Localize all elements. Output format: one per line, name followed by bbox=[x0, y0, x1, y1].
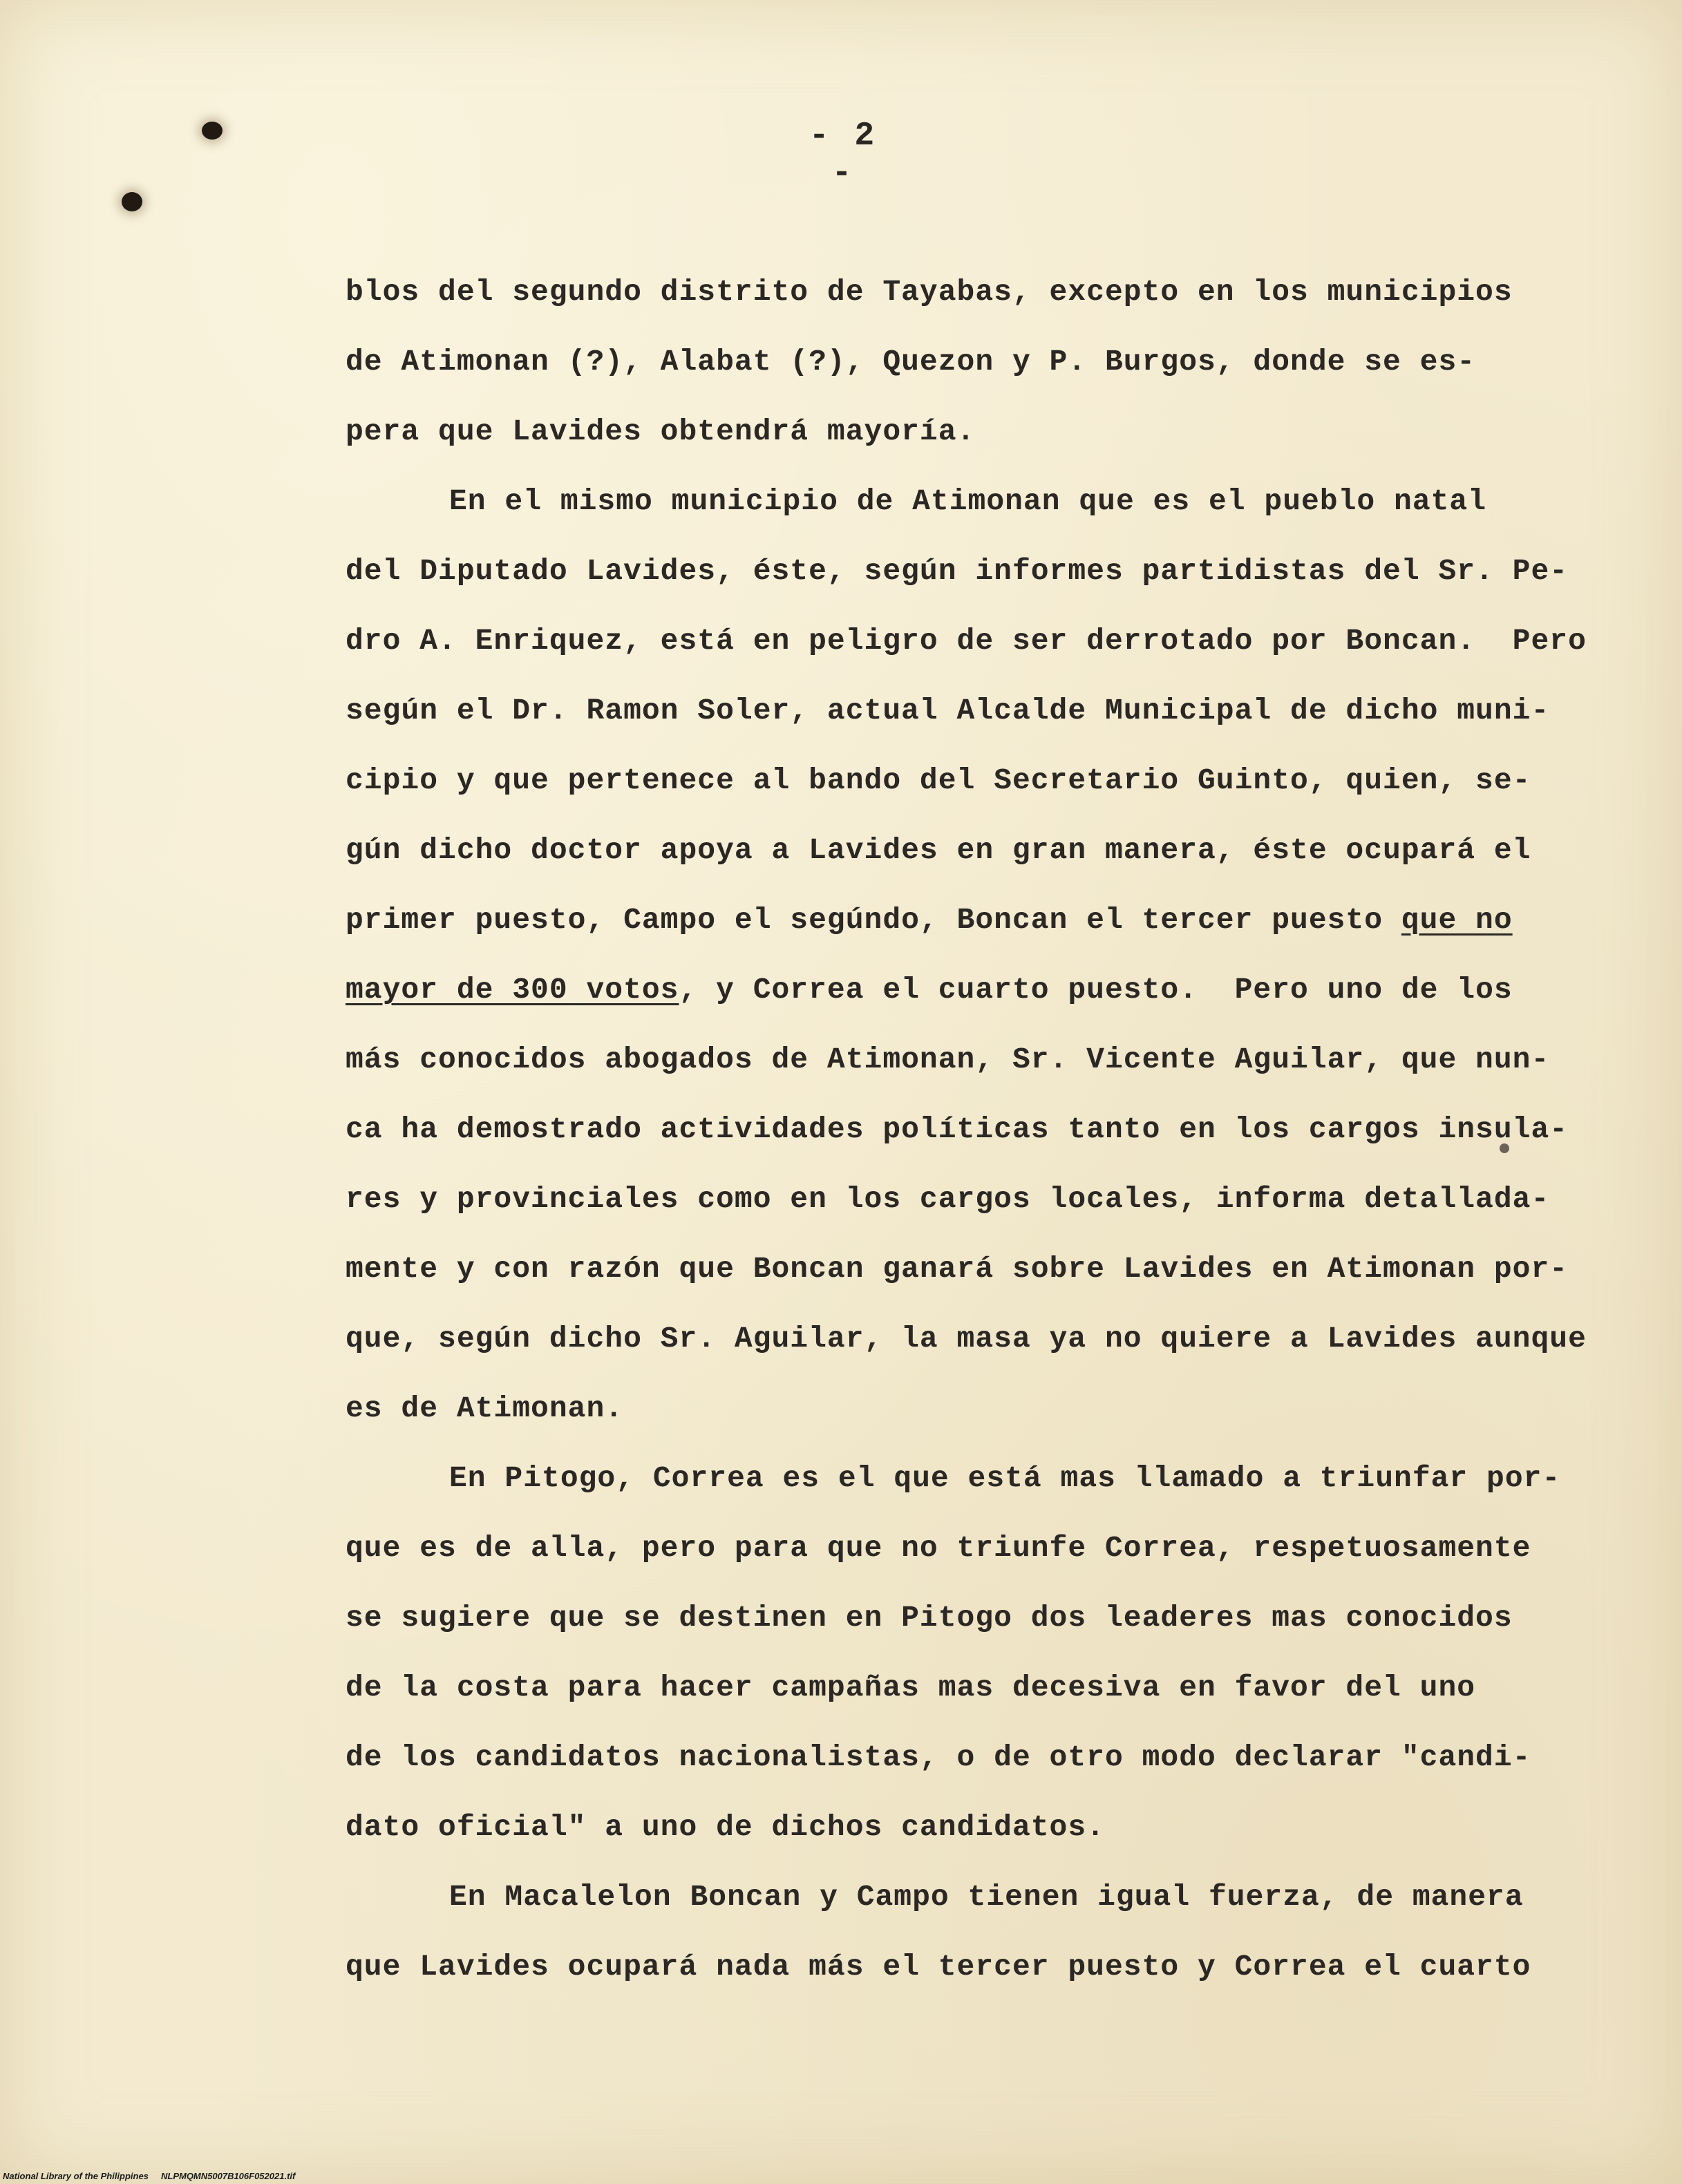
typewritten-body bbox=[346, 257, 1587, 2002]
footer-library: National Library of the Philippines bbox=[3, 2171, 149, 2181]
text-line: del Diputado Lavides, éste, según informes partidistas del Sr. Pe- bbox=[346, 554, 1569, 588]
text-line: de los candidatos nacionalistas, o de otro modo declarar "candi- bbox=[346, 1740, 1531, 1774]
text-line: de la costa para hacer campañas mas decesiva en favor del uno bbox=[346, 1671, 1476, 1705]
text-line: En Pitogo, Correa es el que está mas llamado a triunfar por- bbox=[449, 1461, 1561, 1495]
page-number: - 2 - bbox=[809, 117, 878, 192]
text-line: En Macalelon Boncan y Campo tienen igual fuerza, de manera bbox=[449, 1880, 1524, 1914]
text-line: que Lavides ocupará nada más el tercer puesto y Correa el cuarto bbox=[346, 1950, 1531, 1984]
text-line: mente y con razón que Boncan ganará sobre Lavides en Atimonan por- bbox=[346, 1252, 1569, 1286]
text-line: es de Atimonan. bbox=[346, 1392, 624, 1425]
punch-hole bbox=[202, 122, 223, 140]
text-segment: , y Correa el cuarto puesto. Pero uno de los bbox=[679, 973, 1513, 1007]
text-line: que es de alla, pero para que no triunfe Correa, respetuosamente bbox=[346, 1531, 1531, 1565]
underlined-text: mayor de 300 votos bbox=[346, 973, 679, 1007]
text-line: gún dicho doctor apoya a Lavides en gran manera, éste ocupará el bbox=[346, 833, 1531, 867]
scan-footer bbox=[3, 2171, 295, 2181]
footer-file-id: NLPMQMN5007B106F052021.tif bbox=[160, 2171, 296, 2181]
text-line bbox=[346, 955, 1534, 1025]
underlined-text: que no bbox=[1401, 903, 1513, 937]
text-line: blos del segundo distrito de Tayabas, excepto en los municipios bbox=[346, 275, 1513, 309]
text-line: ca ha demostrado actividades políticas tanto en los cargos insula- bbox=[346, 1112, 1569, 1146]
punch-hole bbox=[122, 192, 142, 211]
text-line bbox=[346, 885, 1534, 955]
text-line: más conocidos abogados de Atimonan, Sr. Vicente Aguilar, que nun- bbox=[346, 1043, 1550, 1076]
text-line: dato oficial" a uno de dichos candidatos. bbox=[346, 1810, 1105, 1844]
text-segment: primer puesto, Campo el segúndo, Boncan el tercer puesto bbox=[346, 903, 1401, 937]
text-line: de Atimonan (?), Alabat (?), Quezon y P. Burgos, donde se es- bbox=[346, 345, 1476, 379]
text-line: que, según dicho Sr. Aguilar, la masa ya no quiere a Lavides aunque bbox=[346, 1322, 1587, 1356]
text-line: según el Dr. Ramon Soler, actual Alcalde Municipal de dicho muni- bbox=[346, 694, 1550, 728]
text-line: cipio y que pertenece al bando del Secretario Guinto, quien, se- bbox=[346, 763, 1531, 797]
text-line: pera que Lavides obtendrá mayoría. bbox=[346, 415, 976, 448]
text-line: dro A. Enriquez, está en peligro de ser derrotado por Boncan. Pero bbox=[346, 624, 1587, 658]
text-line: res y provinciales como en los cargos locales, informa detallada- bbox=[346, 1182, 1550, 1216]
text-line: se sugiere que se destinen en Pitogo dos leaderes mas conocidos bbox=[346, 1601, 1513, 1635]
text-line: En el mismo municipio de Atimonan que es el pueblo natal bbox=[449, 484, 1487, 518]
